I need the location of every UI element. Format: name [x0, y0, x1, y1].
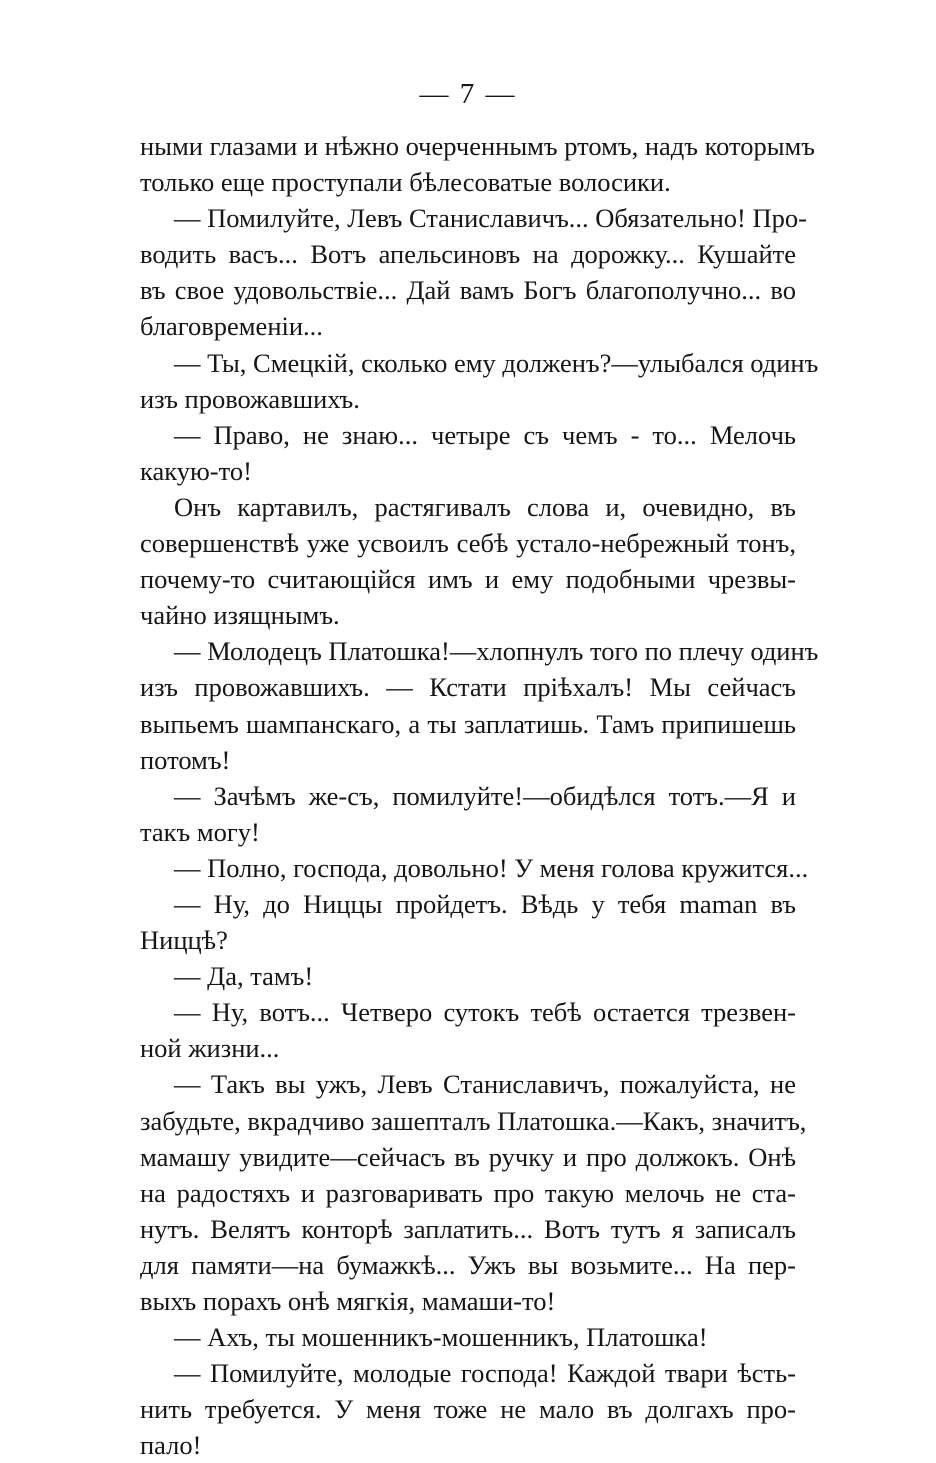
text-line: — Да, тамъ! — [174, 961, 314, 992]
text-line: совершенствѣ уже усвоилъ себѣ устало-небрежный тонъ, — [140, 528, 796, 559]
text-line: — Молодецъ Платошка!—хлопнулъ того по плечу одинъ — [174, 636, 819, 667]
text-line: ной жизни... — [140, 1033, 280, 1064]
text-line: мамашу увидите—сейчасъ въ ручку и про должокъ. Онѣ — [140, 1141, 796, 1172]
text-line: Онъ картавилъ, растягивалъ слова и, очевидно, въ — [174, 491, 796, 522]
text-line: выпьемъ шампанскаго, а ты заплатишь. Тамъ припишешь — [140, 708, 796, 739]
text-line: на радостяхъ и разговаривать про такую мелочь не ста- — [140, 1177, 796, 1208]
text-line: въ свое удовольствіе... Дай вамъ Богъ благополучно... во — [140, 275, 796, 306]
text-line: благовременіи... — [140, 311, 323, 342]
text-line: — Ну, до Ниццы пройдетъ. Вѣдь у тебя maman въ — [174, 888, 796, 919]
text-line: нить требуется. У меня тоже не мало въ долгахъ про- — [140, 1394, 796, 1425]
text-line: выхъ порахъ онѣ мягкія, мамаши-то! — [140, 1286, 556, 1316]
text-line: чайно изящнымъ. — [140, 600, 340, 631]
text-line: ными глазами и нѣжно очерченнымъ ртомъ, надъ которымъ — [140, 131, 816, 161]
text-line: потомъ! — [140, 744, 231, 775]
text-line: нутъ. Велятъ конторѣ заплатить... Вотъ тутъ я записалъ — [140, 1213, 796, 1244]
text-line: — Ну, вотъ... Четверо сутокъ тебѣ остается трезвен- — [174, 997, 796, 1028]
text-line: такъ могу! — [140, 816, 260, 847]
text-line: изъ провожавшихъ. — [140, 383, 360, 414]
text-line: изъ провожавшихъ. — Кстати пріѣхалъ! Мы сейчасъ — [140, 672, 796, 703]
text-line: почему-то считающійся имъ и ему подобными чрезвы- — [140, 564, 796, 595]
text-line: — Ты, Смецкій, сколько ему долженъ?—улыбался одинъ — [174, 347, 819, 378]
text-line: какую-то! — [140, 455, 252, 486]
text-line: — Помилуйте, молодые господа! Каждой твари ѣсть- — [174, 1358, 796, 1389]
text-line: — Право, не знаю... четыре съ чемъ - то... Мелочь — [174, 419, 796, 450]
text-line: Ниццѣ? — [140, 925, 228, 956]
text-line: — Такъ вы ужъ, Левъ Станиславичъ, пожалуйста, не — [174, 1069, 796, 1100]
text-line: для памяти—на бумажкѣ... Ужъ вы возьмите... На пер- — [140, 1249, 796, 1280]
text-line: — Помилуйте, Левъ Станиславичъ... Обязательно! Про- — [174, 203, 807, 234]
text-line: — Зачѣмъ же-съ, помилуйте!—обидѣлся тотъ.—Я и — [174, 780, 796, 811]
text-line: водить васъ... Вотъ апельсиновъ на дорожку... Кушайте — [140, 239, 796, 270]
body-text — [140, 128, 819, 1463]
text-line: — Ахъ, ты мошенникъ-мошенникъ, Платошка! — [174, 1322, 708, 1353]
text-line: — Полно, господа, довольно! У меня голова кружится... — [174, 852, 809, 883]
text-line: забудьте, вкрадчиво зашепталъ Платошка.—Какъ, значитъ, — [140, 1105, 807, 1136]
page-number: — 7 — — [419, 78, 517, 110]
text-line: только еще проступали бѣлесоватые волосики. — [140, 167, 671, 198]
text-line: пало! — [140, 1430, 202, 1461]
